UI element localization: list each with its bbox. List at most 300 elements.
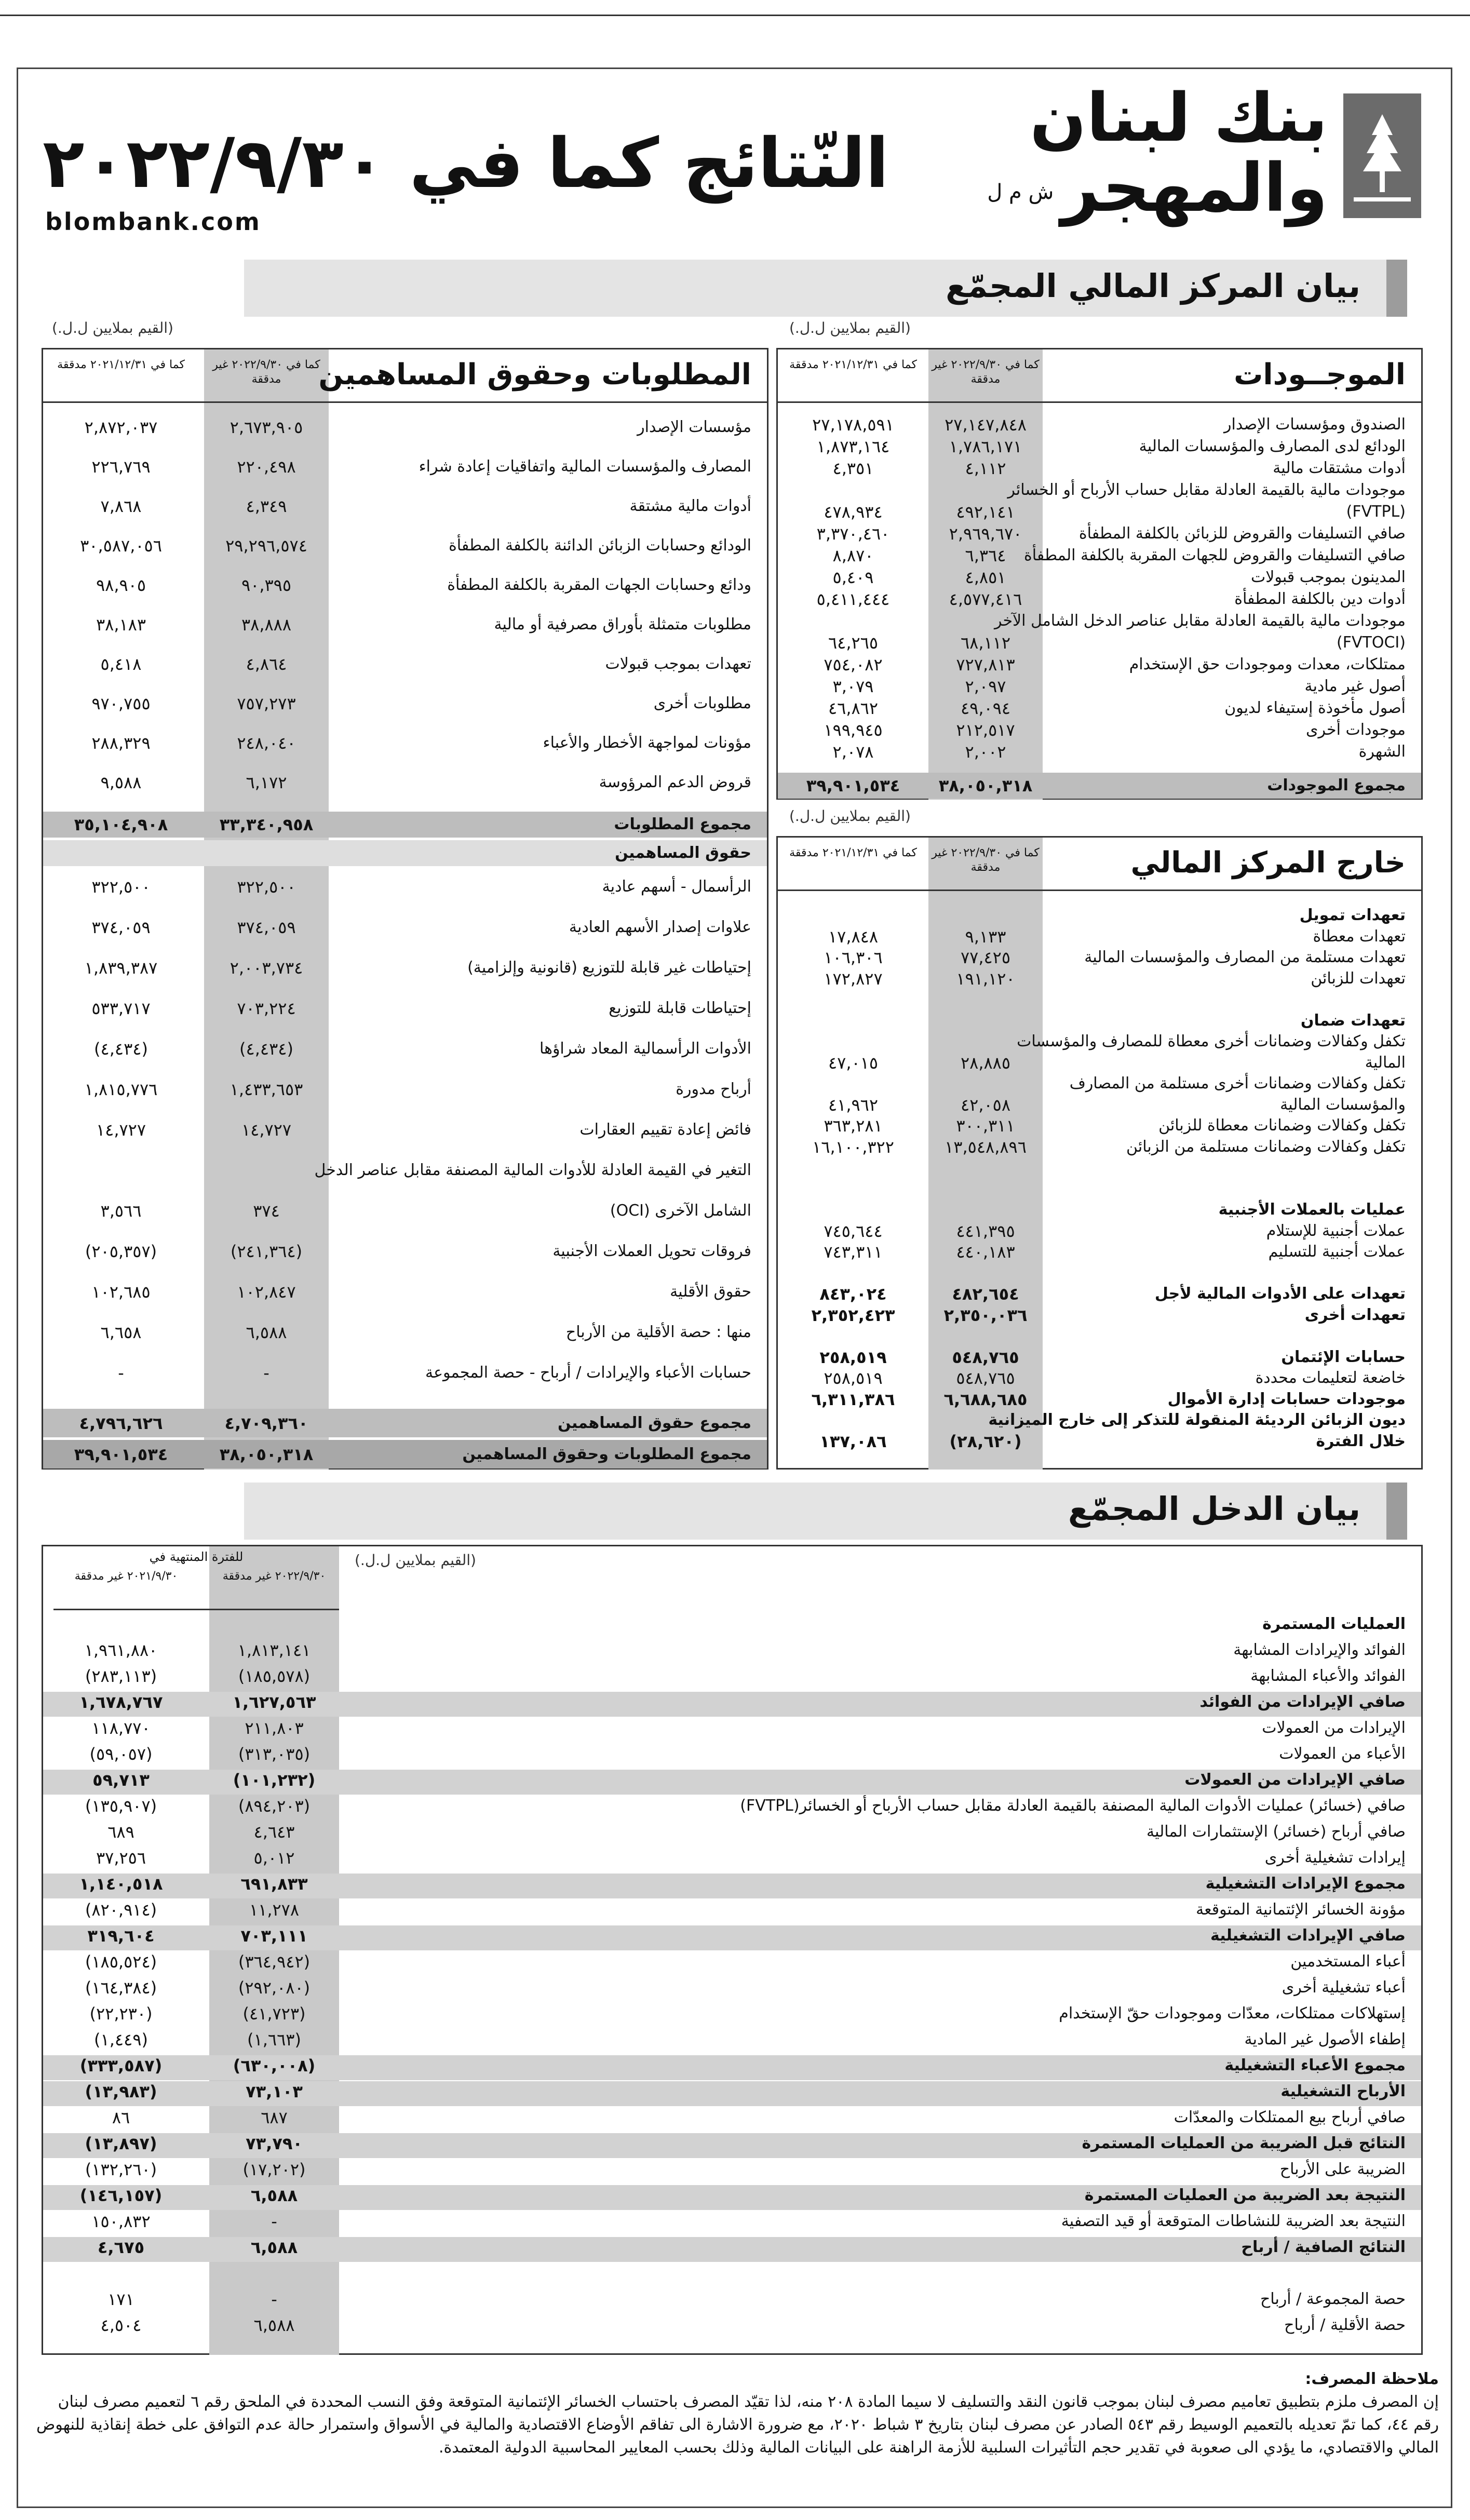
- row-value-current: ٦,٦٨٨,٦٨٥: [943, 1389, 1028, 1409]
- period-header: للفترة المنتهية في: [149, 1549, 244, 1564]
- row-label: الإيرادات من العمولات: [1262, 1719, 1406, 1737]
- row-value-prior: ١٤,٧٢٧: [96, 1120, 146, 1140]
- col-current: كما في ٢٠٢٢/٩/٣٠ غير مدققة: [932, 846, 1040, 874]
- row-value-prior: (١٣,٩٨٣): [85, 2082, 157, 2101]
- row-value-prior: ٣٧,٢٥٦: [96, 1848, 146, 1868]
- row-label: أدوات مشتقات مالية: [1273, 459, 1406, 477]
- assets-row: [778, 567, 1421, 588]
- row-value-current: (٣١٣,٠٣٥): [238, 1744, 311, 1764]
- offbal-row: [778, 1095, 1421, 1115]
- offbal-row: [778, 1179, 1421, 1200]
- row-value-current: (٢٨,٦٢٠): [949, 1431, 1022, 1451]
- row-value-prior: ٩,٥٨٨: [100, 773, 142, 792]
- row-label: أدوات مالية مشتقة: [629, 497, 751, 515]
- row-value-prior: ٣٨,١٨٣: [96, 615, 146, 635]
- off-balance-panel: [776, 836, 1423, 1470]
- assets-row: [778, 676, 1421, 697]
- header: [17, 68, 1452, 260]
- offbal-row: [778, 1263, 1421, 1284]
- inc-row: [43, 1899, 1421, 1920]
- row-label: الأدوات الرأسمالية المعاد شراؤها: [539, 1040, 751, 1058]
- row-value-prior: (٢٨٣,١١٣): [85, 1666, 157, 1686]
- row-value-current: ١٣,٥٤٨,٨٩٦: [945, 1137, 1027, 1157]
- page-title: النّتائج كما في ٢٠٢٢/٩/٣٠: [43, 124, 889, 204]
- offbal-row: [778, 1284, 1421, 1304]
- eq-row: [43, 1160, 767, 1181]
- row-value-prior: ١,١٤٠,٥١٨: [79, 1874, 163, 1894]
- row-label: الفوائد والأعباء المشابهة: [1250, 1667, 1406, 1685]
- income-units: (القيم بملايين ل.ل.): [355, 1552, 476, 1569]
- row-value-prior: ١٠٢,٦٨٥: [91, 1282, 151, 1302]
- row-value-prior: ٤,٥٠٤: [100, 2315, 142, 2335]
- row-value-prior: ١٥٠,٨٣٢: [91, 2212, 151, 2231]
- row-value-current: ٧٠٣,١١١: [240, 1926, 308, 1946]
- row-value-current: ٦٨,١١٢: [960, 633, 1011, 653]
- row-value-prior: (٣٣٣,٥٨٧): [79, 2056, 163, 2076]
- row-value-current: ٢,٠٩٧: [965, 677, 1006, 696]
- eq-row: [43, 1322, 767, 1343]
- row-value-prior: ١٩٩,٩٤٥: [824, 720, 883, 740]
- offbal-row: [778, 1221, 1421, 1242]
- offbal-row: [778, 1347, 1421, 1368]
- row-label: ممتلكات، معدات وموجودات حق الإستخدام: [1129, 655, 1406, 673]
- eq-row: [43, 1241, 767, 1262]
- row-value-current: ٢٢٠,٤٩٨: [237, 457, 296, 477]
- row-value-prior: (٢٢,٢٣٠): [89, 2004, 153, 2024]
- row-label: خاضعة لتعليمات محددة: [1255, 1369, 1406, 1387]
- row-value-current: ٤٩,٠٩٤: [960, 698, 1011, 718]
- row-value-current: ٧٥٧,٢٧٣: [237, 694, 296, 713]
- assets-row: [778, 523, 1421, 544]
- grand-total-current: ٣٨,٠٥٠,٣١٨: [219, 1445, 314, 1464]
- row-label: تكفل وكفالات وضمانات مستلمة من الزبائن: [1126, 1137, 1406, 1156]
- row-label: الرأسمال - أسهم عادية: [602, 878, 751, 896]
- inc-row: [43, 2263, 1421, 2284]
- inc-row: [43, 2133, 1421, 2158]
- row-value-current: ٤٤٠,١٨٣: [956, 1242, 1015, 1262]
- assets-row: [778, 654, 1421, 675]
- eq-row: [43, 958, 767, 978]
- offbal-title: خارج المركز المالي: [1130, 846, 1406, 880]
- row-value-current: ٦,٣٦٤: [965, 546, 1006, 565]
- row-value-current: ١٩١,١٢٠: [956, 968, 1015, 989]
- row-label: أصول مأخوذة إستيفاء لديون: [1224, 699, 1406, 717]
- row-label: مجموع الإيرادات التشغيلية: [1205, 1875, 1406, 1893]
- top-rule: [0, 15, 1470, 16]
- row-label: النتيجة بعد الضريبة للنشاطات المتوقعة أو قيد التصفية: [1061, 2212, 1406, 2230]
- row-label: صافي الإيرادات من العمولات: [1184, 1771, 1406, 1789]
- liabilities-panel: [42, 348, 768, 1470]
- offbal-units: (القيم بملايين ل.ل.): [789, 807, 911, 825]
- row-value-prior: ٢٧,١٧٨,٥٩١: [812, 415, 894, 435]
- row-value-prior: ١,٨١٥,٧٧٦: [84, 1080, 158, 1099]
- row-label: إحتياطات قابلة للتوزيع: [609, 999, 751, 1017]
- inc-row: [43, 1614, 1421, 1635]
- row-label: أصول غير مادية: [1304, 677, 1406, 695]
- row-label: مجموع الأعباء التشغيلية: [1224, 2056, 1406, 2074]
- row-label: تكفل وكفالات وضمانات أخرى مستلمة من المصارف: [1069, 1074, 1406, 1093]
- assets-row: [778, 698, 1421, 719]
- row-label: أدوات دين بالكلفة المطفأة: [1234, 590, 1406, 608]
- row-value-prior: ٨٤٣,٠٢٤: [819, 1284, 887, 1304]
- row-value-prior: (٢٠٥,٣٥٧): [85, 1242, 157, 1261]
- row-label: الشامل الآخرى (OCI): [610, 1202, 751, 1220]
- liab-total-prior: ٣٥,١٠٤,٩٠٨: [74, 815, 168, 834]
- row-value-prior: ٣٠,٥٨٧,٠٥٦: [80, 536, 162, 556]
- row-value-current: (٣٦٤,٩٤٢): [238, 1952, 311, 1972]
- row-label: صافي الإيرادات التشغيلية: [1210, 1926, 1406, 1945]
- assets-total-label: مجموع الموجودات: [1267, 776, 1406, 794]
- row-value-current: ٢,٦٧٣,٩٠٥: [230, 417, 303, 437]
- row-value-prior: ٢٢٦,٧٦٩: [91, 457, 151, 477]
- row-value-prior: ٤١,٩٦٢: [828, 1095, 879, 1115]
- row-value-prior: ٢,٨٧٢,٠٣٧: [84, 417, 158, 437]
- row-value-prior: -: [118, 1363, 124, 1383]
- row-label: الصندوق ومؤسسات الإصدار: [1224, 415, 1406, 434]
- section-financial-position: [244, 260, 1407, 317]
- row-value-prior: ٣٧٤,٠٥٩: [91, 918, 151, 937]
- assets-title: الموجــودات: [1234, 358, 1406, 392]
- liab-total-current: ٣٣,٣٤٠,٩٥٨: [219, 815, 314, 834]
- row-value-current: ٣٠٠,٣١١: [956, 1116, 1015, 1136]
- grand-total-row: [43, 1440, 767, 1468]
- row-label: صافي التسليفات والقروض للزبائن بالكلفة المطفأة: [1078, 524, 1406, 543]
- grand-total-label: مجموع المطلوبات وحقوق المساهمين: [462, 1445, 751, 1463]
- row-label: تعهدات تمويل: [1299, 906, 1406, 924]
- row-value-current: ٢,٠٠٢: [965, 742, 1006, 762]
- row-value-prior: ٧٤٥,٦٤٤: [824, 1221, 883, 1241]
- offbal-row: [778, 1053, 1421, 1073]
- row-label: المدينون بموجب قبولات: [1250, 568, 1406, 586]
- row-label: عملات أجنبية للتسليم: [1268, 1243, 1406, 1261]
- section-marker: [1386, 260, 1407, 317]
- row-value-prior: ١٧٢,٨٢٧: [824, 968, 883, 989]
- row-value-prior: ١,٨٣٩,٣٨٧: [84, 958, 158, 978]
- assets-total-prior: ٣٩,٩٠١,٥٣٤: [806, 776, 900, 796]
- offbal-row: [778, 1410, 1421, 1431]
- liab-units: (القيم بملايين ل.ل.): [52, 319, 173, 336]
- inc-row: [43, 1666, 1421, 1687]
- inc-row: [43, 1977, 1421, 1998]
- row-value-current: ٤٢,٠٥٨: [960, 1095, 1011, 1115]
- row-label: صافي الإيرادات من الفوائد: [1199, 1693, 1406, 1711]
- row-value-prior: ٤٦,٨٦٢: [828, 698, 879, 718]
- equity-total-current: ٤,٧٠٩,٣٦٠: [224, 1413, 308, 1433]
- row-value-current: ٤,٨٦٤: [246, 654, 287, 674]
- row-value-prior: ٣,٥٦٦: [100, 1201, 142, 1221]
- inc-row: [43, 1848, 1421, 1868]
- row-value-prior: ٦٤,٢٦٥: [828, 633, 879, 653]
- inc-row: [43, 2237, 1421, 2262]
- row-value-prior: ١,٨٧٣,١٦٤: [816, 437, 890, 456]
- row-label: تعهدات على الأدوات المالية لأجل: [1154, 1285, 1406, 1303]
- row-value-current: ١٤,٧٢٧: [241, 1120, 292, 1140]
- row-label: صافي أرباح (خسائر) الإستثمارات المالية: [1146, 1823, 1406, 1841]
- offbal-row: [778, 1389, 1421, 1410]
- row-label: ودائع وحسابات الجهات المقربة بالكلفة المطفأة: [447, 576, 751, 594]
- row-value-current: ٢,٩٦٩,٦٧٠: [949, 524, 1022, 544]
- row-label: إطفاء الأصول غير المادية: [1244, 2030, 1406, 2049]
- offbal-row: [778, 1137, 1421, 1157]
- row-label: أرباح مدورة: [676, 1080, 751, 1098]
- inc-row: [43, 2003, 1421, 2024]
- inc-row: [43, 2185, 1421, 2210]
- offbal-row: [778, 1073, 1421, 1094]
- row-value-current: ٤,١١٢: [965, 459, 1006, 478]
- row-value-current: (١٨٥,٥٧٨): [238, 1666, 311, 1686]
- assets-panel: [776, 348, 1423, 800]
- row-label: النتائج الصافية / أرباح: [1241, 2238, 1406, 2256]
- row-label: صافي (خسائر) عمليات الأدوات المالية المصنفة بالقيمة العادلة مقابل حساب الأرباح أو الخسائر(FVTPL): [740, 1797, 1406, 1815]
- row-value-current: (٢٩٢,٠٨٠): [238, 1978, 311, 1998]
- row-label: العمليات المستمرة: [1262, 1615, 1406, 1633]
- row-label: تكفل وكفالات وضمانات معطاة للزبائن: [1158, 1116, 1406, 1135]
- cedar-logo-icon: [1343, 93, 1421, 218]
- assets-row: [778, 742, 1421, 762]
- row-label: الأعباء من العمولات: [1279, 1745, 1406, 1763]
- inc-row: [43, 2055, 1421, 2080]
- row-value-current: ٦٨٧: [261, 2108, 288, 2127]
- inc-row: [43, 1822, 1421, 1842]
- row-label: حسابات الإئتمان: [1281, 1347, 1406, 1366]
- row-label: النتائج قبل الضريبة من العمليات المستمرة: [1082, 2134, 1406, 2152]
- row-label: مؤونة الخسائر الإئتمانية المتوقعة: [1196, 1901, 1406, 1919]
- offbal-row: [778, 1157, 1421, 1178]
- offbal-row: [778, 947, 1421, 968]
- row-value-current: ٧٠٣,٢٢٤: [237, 999, 296, 1018]
- row-value-current: ٧٧,٤٢٥: [960, 948, 1011, 967]
- assets-total-row: [778, 773, 1421, 799]
- row-value-current: ٤٤١,٣٩٥: [956, 1221, 1015, 1241]
- row-label: حقوق الأقلية: [670, 1283, 751, 1301]
- inc-row: [43, 1640, 1421, 1661]
- row-value-prior: (٤,٤٣٤): [94, 1039, 148, 1059]
- row-label: إحتياطات غير قابلة للتوزيع (قانونية وإلزامية): [467, 959, 751, 977]
- inc-row: [43, 2315, 1421, 2336]
- row-value-current: ٣٨,٨٨٨: [241, 615, 292, 635]
- row-value-current: ٣٧٤,٠٥٩: [237, 918, 296, 937]
- inc-row: [43, 2029, 1421, 2050]
- row-value-current: ٥,٠١٢: [253, 1848, 295, 1868]
- section-title: بيان المركز المالي المجمّع: [946, 267, 1360, 305]
- row-value-current: (٤,٤٣٤): [239, 1039, 293, 1059]
- row-label: صافي أرباح بيع الممتلكات والمعدّات: [1174, 2108, 1406, 2126]
- offbal-row: [778, 1305, 1421, 1326]
- row-label: تعهدات مستلمة من المصارف والمؤسسات المالية: [1084, 948, 1406, 966]
- row-value-current: ٢١٢,٥١٧: [956, 720, 1015, 740]
- row-value-current: (٨٩٤,٢٠٣): [238, 1796, 311, 1816]
- row-label: مطلوبات متمثلة بأوراق مصرفية أو مالية: [494, 615, 751, 634]
- row-value-current: (١,٦٦٣): [247, 2030, 301, 2050]
- row-value-current: ١,٦٢٧,٥٦٣: [232, 1692, 316, 1712]
- row-value-current: ٥٤٨,٧٦٥: [952, 1347, 1019, 1367]
- row-label: عملات أجنبية للإستلام: [1266, 1221, 1406, 1240]
- row-label: الودائع وحسابات الزبائن الدائنة بالكلفة المطفأة: [449, 536, 751, 555]
- inc-row: [43, 1925, 1421, 1950]
- col-prior: كما في ٢٠٢١/١٢/٣١ مدققة: [57, 358, 185, 371]
- row-value-current: ٦٩١,٨٣٣: [240, 1874, 308, 1894]
- row-value-current: (١٧,٢٠٢): [242, 2160, 306, 2179]
- assets-header: [778, 349, 1421, 403]
- website-link[interactable]: blombank.com: [45, 208, 261, 236]
- row-value-current: -: [271, 2212, 277, 2231]
- row-label: الودائع لدى المصارف والمؤسسات المالية: [1139, 437, 1406, 455]
- row-value-current: ٢١١,٨٠٣: [245, 1718, 304, 1738]
- row-label: المصارف والمؤسسات المالية واتفاقيات إعادة شراء: [419, 457, 751, 476]
- row-value-current: ٢,٠٠٣,٧٣٤: [230, 958, 303, 978]
- section-income: [244, 1483, 1407, 1540]
- row-value-prior: ٨٦: [112, 2108, 130, 2127]
- eq-row: [43, 1039, 767, 1059]
- bank-name: [987, 79, 1328, 227]
- row-label: علاوات إصدار الأسهم العادية: [569, 918, 751, 936]
- row-value-current: ٦,٥٨٨: [246, 1323, 287, 1342]
- row-value-prior: ١١٨,٧٧٠: [91, 1718, 151, 1738]
- row-label: حصة الأقلية / أرباح: [1284, 2316, 1406, 2334]
- assets-row: [778, 545, 1421, 566]
- liab-row: [43, 535, 767, 556]
- row-label: مؤونات لمواجهة الأخطار والأعباء: [543, 734, 751, 752]
- eq-row: [43, 1079, 767, 1100]
- grand-total-prior: ٣٩,٩٠١,٥٣٤: [74, 1445, 168, 1464]
- row-label: عمليات بالعملات الأجنبية: [1218, 1201, 1406, 1219]
- row-label: إيرادات تشغيلية أخرى: [1264, 1849, 1406, 1867]
- row-label: خلال الفترة: [1316, 1432, 1406, 1450]
- eq-row: [43, 877, 767, 897]
- row-value-prior: ٥٩,٧١٣: [92, 1770, 150, 1790]
- assets-units: (القيم بملايين ل.ل.): [789, 319, 911, 336]
- row-value-current: ٢٤٨,٠٤٠: [237, 733, 296, 753]
- inc-row: [43, 2159, 1421, 2180]
- row-value-current: (٦٣٠,٠٠٨): [233, 2056, 316, 2076]
- col-current: كما في ٢٠٢٢/٩/٣٠ غير مدققة: [212, 358, 320, 386]
- liab-row: [43, 772, 767, 793]
- row-value-current: ٧٣,١٠٣: [246, 2082, 303, 2101]
- row-value-prior: (١٨٥,٥٢٤): [85, 1952, 157, 1972]
- row-value-prior: ٣١٩,٦٠٤: [87, 1926, 155, 1946]
- offbal-header: [778, 838, 1421, 891]
- row-value-prior: ١٦,١٠٠,٣٢٢: [812, 1137, 894, 1157]
- row-value-prior: ٨,٨٧٠: [832, 546, 874, 565]
- equity-total-prior: ٤,٧٩٦,٦٢٦: [79, 1413, 163, 1433]
- bank-name-line2: والمهجر: [1061, 150, 1328, 227]
- row-value-prior: ١,٩٦١,٨٨٠: [84, 1640, 158, 1660]
- row-label: حصة المجموعة / أرباح: [1260, 2290, 1406, 2308]
- row-value-prior: ٧٥٤,٠٨٢: [824, 655, 883, 675]
- eq-row: [43, 1120, 767, 1140]
- offbal-row: [778, 1010, 1421, 1031]
- row-value-prior: (١٦٤,٣٨٤): [85, 1978, 157, 1998]
- eq-row: [43, 1201, 767, 1221]
- row-value-current: ٤,٨٥١: [965, 568, 1006, 587]
- row-value-prior: ١٣٧,٠٨٦: [819, 1431, 887, 1451]
- row-label: تعهدات معطاة: [1313, 927, 1406, 946]
- row-label: تكفل وكفالات وضمانات أخرى معطاة للمصارف والمؤسسات: [1017, 1032, 1406, 1050]
- row-value-prior: ٥,٤٠٩: [832, 568, 874, 587]
- row-value-prior: (١٣٥,٩٠٧): [85, 1796, 157, 1816]
- row-label: فائض إعادة تقييم العقارات: [579, 1121, 751, 1139]
- row-value-prior: ٦,٦٥٨: [100, 1323, 142, 1342]
- row-value-prior: ٢,٠٧٨: [832, 742, 874, 762]
- row-value-current: ١,٤٣٣,٦٥٣: [230, 1080, 303, 1099]
- row-label: إستهلاكات ممتلكات، معدّات وموجودات حقّ الإستخدام: [1059, 2004, 1406, 2023]
- row-label: ديون الزبائن الرديئة المنقولة للتذكر إلى خارج الميزانية: [988, 1411, 1406, 1429]
- liab-row: [43, 496, 767, 517]
- equity-total-row: [43, 1409, 767, 1437]
- assets-row: [778, 720, 1421, 740]
- row-label: مطلوبات أخرى: [653, 694, 751, 712]
- assets-row: [778, 414, 1421, 435]
- inc-row: [43, 1692, 1421, 1717]
- row-value-current: ١,٨١٣,١٤١: [237, 1640, 311, 1660]
- row-value-prior: (١٤٦,١٥٧): [79, 2186, 163, 2205]
- equity-total-label: مجموع حقوق المساهمين: [558, 1414, 751, 1432]
- row-label: موجودات مالية بالقيمة العادلة مقابل عناصر الدخل الشامل الآخر: [994, 612, 1406, 630]
- income-header: [53, 1546, 339, 1610]
- row-value-prior: ٣٢٢,٥٠٠: [91, 877, 151, 897]
- liab-row: [43, 693, 767, 714]
- row-value-prior: (١٣٢,٢٦٠): [85, 2160, 157, 2179]
- inc-row: [43, 2211, 1421, 2232]
- row-label: الأرباح التشغيلية: [1280, 2082, 1406, 2100]
- row-label: تعهدات ضمان: [1300, 1011, 1406, 1030]
- inc-row: [43, 2289, 1421, 2310]
- eq-row: [43, 1282, 767, 1302]
- row-value-current: ٣٧٤: [253, 1201, 280, 1221]
- row-value-prior: ١٧,٨٤٨: [828, 926, 879, 947]
- inc-row: [43, 1770, 1421, 1795]
- inc-row: [43, 1796, 1421, 1816]
- row-value-prior: ٤,٣٥١: [832, 459, 874, 478]
- liab-row: [43, 456, 767, 477]
- row-value-current: ٧٣,٧٩٠: [246, 2134, 303, 2153]
- row-value-prior: ١٧١: [107, 2289, 134, 2309]
- row-label: مؤسسات الإصدار: [637, 418, 751, 436]
- row-value-current: ٢٧,١٤٧,٨٤٨: [945, 415, 1027, 435]
- note-heading: ملاحظة المصرف:: [1305, 2370, 1439, 2388]
- row-value-current: ٤,٥٧٧,٤١٦: [949, 589, 1022, 609]
- row-value-current: ٢٨,٨٨٥: [960, 1053, 1011, 1073]
- row-label: (FVTPL): [1346, 503, 1406, 521]
- row-value-prior: ٣,٣٧٠,٤٦٠: [816, 524, 890, 544]
- row-value-current: ٤٨٢,٦٥٤: [952, 1284, 1019, 1304]
- row-label: الضريبة على الأرباح: [1279, 2160, 1406, 2178]
- row-value-prior: ٦٨٩: [107, 1822, 134, 1842]
- section-marker: [1386, 1483, 1407, 1540]
- row-value-current: ٦,٥٨٨: [253, 2315, 295, 2335]
- offbal-row: [778, 926, 1421, 947]
- row-label: منها : حصة الأقلية من الأرباح: [565, 1323, 751, 1341]
- offbal-row: [778, 1431, 1421, 1452]
- liab-total-label: مجموع المطلوبات: [614, 815, 751, 833]
- row-value-prior: (٥٩,٠٥٧): [89, 1744, 153, 1764]
- row-value-prior: (٨٢٠,٩١٤): [85, 1900, 157, 1920]
- liab-row: [43, 417, 767, 438]
- assets-row: [778, 589, 1421, 610]
- note-text: إن المصرف ملزم بتطبيق تعاميم مصرف لبنان بموجب قانون النقد والتسليف لا سيما المادة ٢٠٨ منه، لذا تقيّد المصرف باحتساب الخسائر الإئتمانية المتوقعة وفق النسب المحددة في الملحق رقم ٦ لتعميم مصرف لبنان رقم ٤٤، كما تمّ تعديله بالتعميم الوسيط رقم ٥٤٣ الصادر عن مصرف لبنان بتاريخ ٣ شباط ٢٠٢٠، مع ضرورة الاشارة الى تفاقم الأوضاع الاقتصادية والمالية في الأسواق واستمرار حالة عدم التوافق على خطة إنقاذية للنهوض المالي والاقتصادي، ما يؤدي الى صعوبة في تقدير حجم التأثيرات السلبية للأزمة الراهنة على البيانات المالية وذلك بحسب المعايير المحاسبية الدولية المعتمدة.: [36, 2393, 1439, 2457]
- row-value-current: ٩,١٣٣: [965, 926, 1006, 947]
- eq-row: [43, 998, 767, 1019]
- bank-note: [31, 2368, 1439, 2459]
- row-label: أعباء تشغيلية أخرى: [1282, 1978, 1406, 1997]
- row-value-current: ٧٢٧,٨١٣: [956, 655, 1015, 675]
- bank-logo: [1343, 93, 1421, 218]
- inc-row: [43, 1744, 1421, 1764]
- inc-row: [43, 2107, 1421, 2128]
- offbal-row: [778, 905, 1421, 926]
- row-value-current: ٦,٥٨٨: [250, 2238, 298, 2257]
- row-value-prior: (١,٤٤٩): [94, 2030, 148, 2050]
